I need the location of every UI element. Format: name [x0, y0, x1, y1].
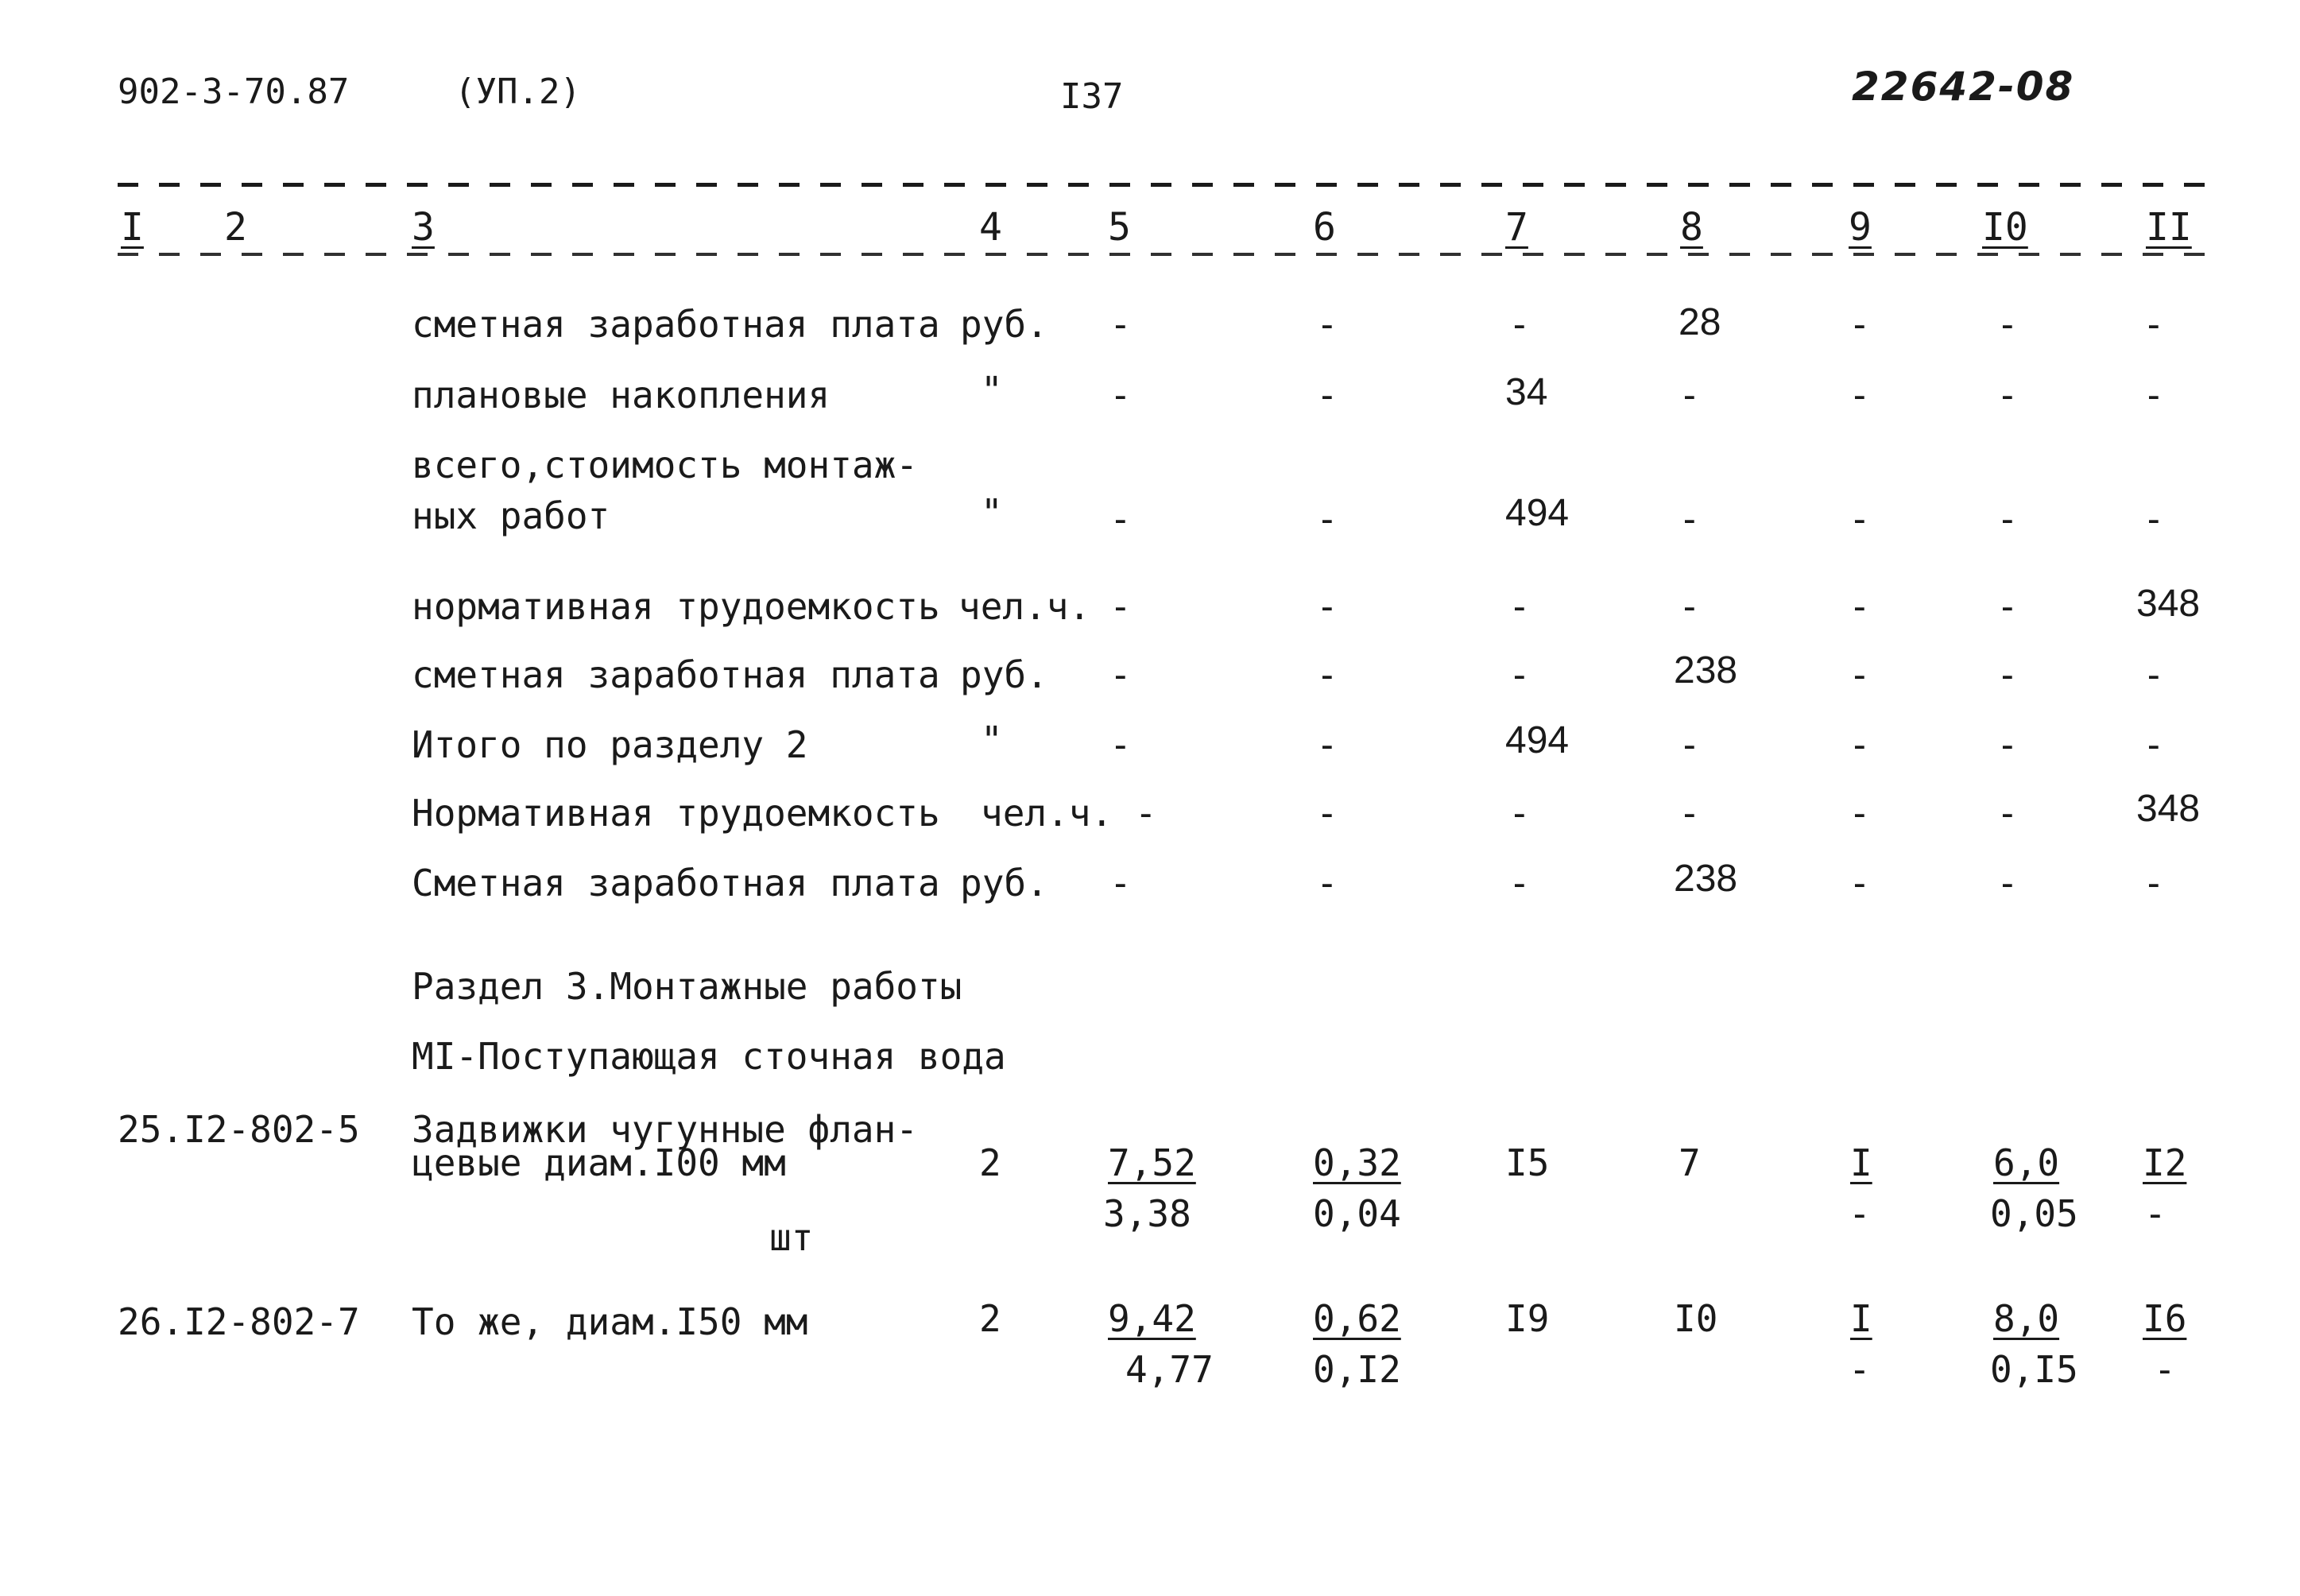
- cell: -: [1508, 653, 1531, 696]
- summary-row-name: Итого по разделу 2: [412, 723, 808, 766]
- column-number: 7: [1505, 205, 1528, 250]
- item-position: 25.I2-802-5: [118, 1108, 360, 1151]
- summary-row-name: Сметная заработная плата: [412, 862, 940, 905]
- summary-row-name: плановые накопления: [412, 374, 831, 416]
- column-number: I0: [1982, 205, 2028, 250]
- cell-top: I: [1850, 1297, 1872, 1340]
- cell: 7: [1679, 1141, 1701, 1184]
- cell-bottom: -: [1849, 1348, 1871, 1391]
- cell-top: 8,0: [1993, 1297, 2060, 1340]
- cell-top: I: [1850, 1141, 1872, 1184]
- cell: 494: [1505, 492, 1570, 534]
- cell: -: [1109, 653, 1132, 696]
- summary-row-unit: ": [981, 369, 1003, 412]
- item-name-line2: цевые диам.I00 мм: [412, 1141, 786, 1184]
- cell: 238: [1674, 858, 1738, 900]
- cell: -: [1316, 862, 1338, 905]
- summary-row-name: Нормативная трудоемкость: [412, 792, 940, 835]
- cell: I5: [1505, 1141, 1550, 1184]
- dashed-separator: [118, 183, 2205, 187]
- summary-row-name: нормативная трудоемкость: [412, 585, 940, 628]
- cell: -: [1996, 303, 2019, 346]
- cell: 494: [1505, 719, 1570, 761]
- cell: -: [1849, 862, 1871, 905]
- summary-row-unit: чел.ч.: [958, 585, 1091, 628]
- cell: -: [1996, 498, 2019, 540]
- cell: -: [1849, 374, 1871, 416]
- cell: -: [1996, 723, 2019, 766]
- column-number: 8: [1680, 205, 1703, 250]
- cell-top: 0,62: [1313, 1297, 1401, 1340]
- cell: -: [1109, 585, 1132, 628]
- cell-top: 0,32: [1313, 1141, 1401, 1184]
- cell: -: [1109, 374, 1132, 416]
- cell: -: [2143, 653, 2165, 696]
- cell: -: [1679, 723, 1701, 766]
- cell: -: [1849, 723, 1871, 766]
- cell: -: [1849, 303, 1871, 346]
- cell-bottom: -: [2154, 1348, 2176, 1391]
- summary-row-name: сметная заработная плата: [412, 653, 940, 696]
- summary-row-name-line1: всего,стоимость монтаж-: [412, 444, 918, 486]
- column-number: 6: [1313, 205, 1336, 250]
- inventory-number: 22642-08: [1852, 64, 2075, 110]
- summary-row-unit: руб.: [960, 862, 1048, 905]
- cell: -: [1508, 792, 1531, 835]
- column-number: II: [2146, 205, 2192, 250]
- cell-bottom: 3,38: [1103, 1192, 1191, 1235]
- column-number: I: [121, 205, 144, 250]
- cell: I9: [1505, 1297, 1550, 1340]
- cell-bottom: -: [2144, 1192, 2166, 1235]
- summary-row-unit: руб.: [960, 303, 1048, 346]
- column-row-dashes: [118, 253, 2205, 256]
- cell-top: 9,42: [1108, 1297, 1196, 1340]
- cell-bottom: 0,I5: [1990, 1348, 2078, 1391]
- cell: -: [2143, 862, 2165, 905]
- summary-row-name: сметная заработная плата: [412, 303, 940, 346]
- cell: -: [1109, 303, 1132, 346]
- document-code: 902-3-70.87: [118, 72, 350, 112]
- item-name-line1: То же, диам.I50 мм: [412, 1300, 808, 1343]
- cell: 348: [2136, 788, 2201, 830]
- cell: -: [1996, 792, 2019, 835]
- cell: -: [1109, 723, 1132, 766]
- cell: -: [1316, 374, 1338, 416]
- cell: 238: [1674, 649, 1738, 691]
- cell: -: [1849, 792, 1871, 835]
- cell: -: [2143, 374, 2165, 416]
- cell: -: [1508, 303, 1531, 346]
- cell: -: [1996, 585, 2019, 628]
- cell: -: [1679, 498, 1701, 540]
- summary-row-unit: ": [981, 719, 1003, 761]
- cell: I0: [1674, 1297, 1718, 1340]
- cell-bottom: 0,I2: [1313, 1348, 1401, 1391]
- subsection-title: МI-Поступающая сточная вода: [412, 1035, 1006, 1078]
- item-quantity: 2: [979, 1141, 1001, 1184]
- cell-bottom: 4,77: [1125, 1348, 1214, 1391]
- column-number: 2: [224, 205, 247, 250]
- cell-bottom: 0,04: [1313, 1192, 1401, 1235]
- column-number: 9: [1849, 205, 1872, 250]
- item-name-line1: Задвижки чугунные флан-: [412, 1108, 918, 1151]
- cell-top: I6: [2143, 1297, 2187, 1340]
- cell: -: [1508, 585, 1531, 628]
- cell: -: [2143, 303, 2165, 346]
- section-title: Раздел 3.Монтажные работы: [412, 965, 962, 1008]
- cell: -: [1679, 792, 1701, 835]
- cell: -: [1316, 303, 1338, 346]
- cell: 34: [1505, 371, 1548, 413]
- cell: -: [1849, 653, 1871, 696]
- cell: 348: [2136, 583, 2201, 625]
- cell: -: [1849, 585, 1871, 628]
- cell: -: [1508, 862, 1531, 905]
- column-number: 4: [979, 205, 1002, 250]
- item-quantity: 2: [979, 1297, 1001, 1340]
- cell: -: [1679, 374, 1701, 416]
- cell-bottom: 0,05: [1990, 1192, 2078, 1235]
- cell: -: [2143, 498, 2165, 540]
- item-unit: шт: [769, 1216, 814, 1259]
- column-number: 3: [412, 205, 435, 250]
- cell: -: [1996, 374, 2019, 416]
- summary-row-name: ных работ: [412, 494, 610, 537]
- summary-row-unit: ": [981, 491, 1003, 534]
- cell: 28: [1679, 301, 1721, 343]
- cell: -: [1679, 585, 1701, 628]
- cell: -: [1996, 862, 2019, 905]
- cell: -: [1316, 653, 1338, 696]
- cell-bottom: -: [1849, 1192, 1871, 1235]
- cell: -: [1316, 723, 1338, 766]
- summary-row-unit: чел.ч. -: [981, 792, 1157, 835]
- summary-row-unit: руб.: [960, 653, 1048, 696]
- cell: -: [1316, 498, 1338, 540]
- cell: -: [1109, 862, 1132, 905]
- cell: -: [1849, 498, 1871, 540]
- cell: -: [1316, 585, 1338, 628]
- cell-top: 6,0: [1993, 1141, 2060, 1184]
- cell: -: [1996, 653, 2019, 696]
- item-position: 26.I2-802-7: [118, 1300, 360, 1343]
- cell: -: [1316, 792, 1338, 835]
- page-number: I37: [1060, 76, 1124, 117]
- cell: -: [2143, 723, 2165, 766]
- album-number: (УП.2): [455, 72, 581, 112]
- column-number: 5: [1108, 205, 1131, 250]
- cell-top: I2: [2143, 1141, 2187, 1184]
- cell-top: 7,52: [1108, 1141, 1196, 1184]
- cell: -: [1109, 498, 1132, 540]
